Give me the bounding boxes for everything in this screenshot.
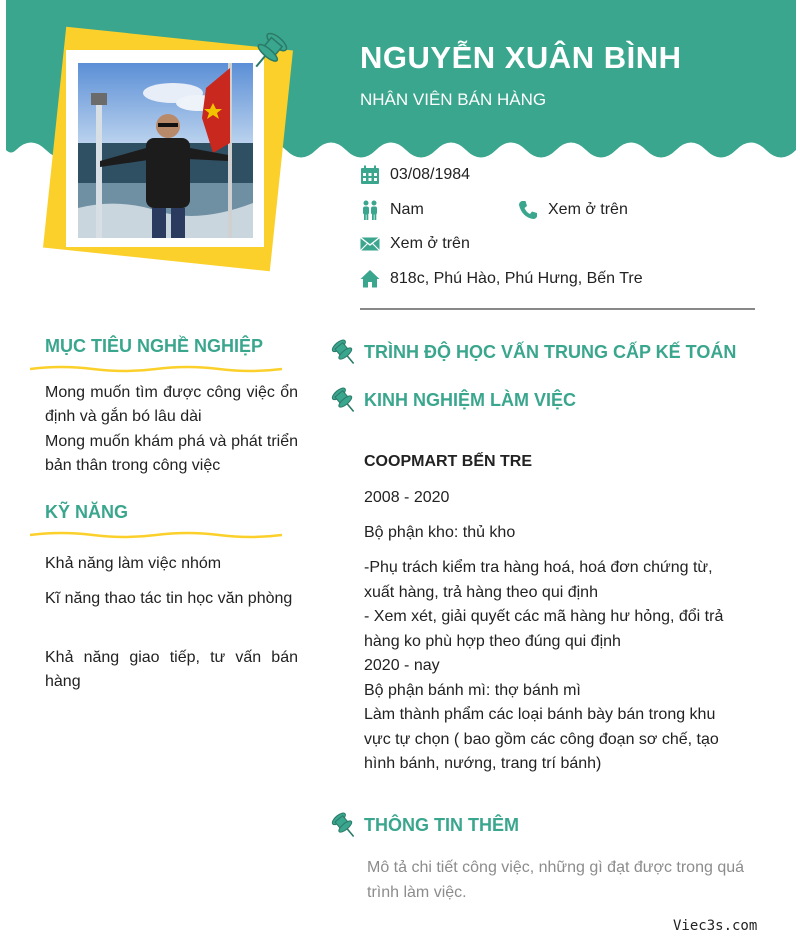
home-icon [360,269,380,289]
address-row [360,269,643,289]
experience-detail-line: Làm thành phẩm các loại bánh bày bán trong khu vực tự chọn ( bao gồm các công đoạn sơ chế, tạo hình bánh, nướng, trang trí bánh) [364,706,719,772]
candidate-job-title: NHÂN VIÊN BÁN HÀNG [360,90,547,109]
experience-detail-line: 2020 - nay [364,657,440,674]
objective-heading: MỤC TIÊU NGHỀ NGHIỆP [45,336,264,356]
experience-heading: KINH NGHIỆM LÀM VIỆC [364,389,577,410]
objective-line-2: Mong muốn khám phá và phát triển bản thân trong công việc [45,433,298,474]
pushpin-icon [330,385,358,415]
profile-photo [78,63,253,238]
phone-value: Xem ở trên [548,201,628,218]
objective-underline [30,364,282,374]
education-section-header [330,337,736,367]
header-divider [360,308,755,310]
skill-item-1: Khả năng làm việc nhóm [45,555,222,572]
address-value: 818c, Phú Hào, Phú Hưng, Bến Tre [390,270,643,287]
candidate-name: NGUYỄN XUÂN BÌNH [360,40,682,75]
gender-value: Nam [390,201,424,218]
education-heading: TRÌNH ĐỘ HỌC VẤN TRUNG CẤP KẾ TOÁN [364,341,737,362]
skill-item-3: Khả năng giao tiếp, tư vấn bán hàng [45,649,298,690]
phone-icon [518,200,538,220]
calendar-icon [360,165,380,185]
gender-row [360,200,424,220]
birthdate-row [360,165,470,185]
pushpin-icon [330,337,358,367]
email-value: Xem ở trên [390,235,470,252]
skills-underline [30,530,282,540]
birthdate-value: 03/08/1984 [390,166,471,183]
skill-item-2: Kĩ năng thao tác tin học văn phòng [45,590,293,607]
experience-detail-line: Bộ phận bánh mì: thợ bánh mì [364,681,581,699]
experience-section-header [330,385,576,415]
company-name: COOPMART BẾN TRE [364,453,532,470]
pushpin-icon [250,26,292,72]
experience-details [364,556,739,777]
email-row [360,234,470,254]
experience-detail-line: -Phụ trách kiểm tra hàng hoá, hoá đơn chứng từ, xuất hàng, trả hàng theo qui định [364,559,713,601]
footer-brand: Viec3s.com [673,918,758,934]
envelope-icon [360,234,380,254]
people-icon [360,200,380,220]
more-info-text: Mô tả chi tiết công việc, những gì đạt được trong quá trình làm việc. [367,859,745,901]
phone-row [518,200,628,220]
experience-role: Bộ phận kho: thủ kho [364,524,516,541]
experience-period: 2008 - 2020 [364,489,450,506]
skills-heading: KỸ NĂNG [45,502,129,522]
pushpin-icon [330,810,358,840]
experience-detail-line: - Xem xét, giải quyết các mã hàng hư hỏng, đổi trả hàng ko phù hợp theo đúng qui định [364,608,724,650]
more-info-section-header [330,810,519,840]
objective-line-1: Mong muốn tìm được công việc ổn định và gắn bó lâu dài [45,384,298,425]
more-info-heading: THÔNG TIN THÊM [364,814,519,835]
